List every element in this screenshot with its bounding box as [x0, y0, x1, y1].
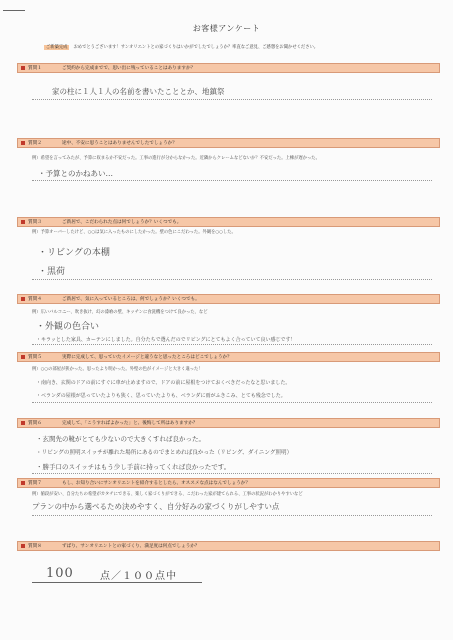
question-bar-3 — [17, 217, 440, 227]
answer-3-1: ・リビングの本棚 — [38, 248, 110, 258]
answer-1-1: 家の柱に１人１人の名前を書いたこととか、地鎮祭 — [52, 87, 225, 96]
question-number: 質問１ — [28, 66, 42, 71]
answer-6-3: ・勝手口のスイッチはもう少し手前に持ってくれば良かったです。 — [36, 463, 231, 471]
question-text: ご契約から完成までで、思い出に残っていることはありますか？ — [62, 66, 196, 71]
question-number: 質問６ — [28, 421, 42, 426]
score-label: 点／１００点中 — [100, 571, 177, 582]
question-number: 質問７ — [28, 481, 42, 486]
answer-5-2: ・ベランダの屋根が思っていたよりも狭く、思っていたよりも、ベランダに雨がふきこみ、とても残念でした。 — [36, 393, 286, 399]
score-underline — [32, 582, 202, 583]
answer-line — [32, 344, 432, 345]
answer-line — [32, 279, 432, 280]
question-bar-4 — [17, 294, 440, 304]
question-text: 途中、不安に思うことはありませんでしたでしょうか？ — [62, 141, 177, 146]
bullet-marker — [21, 481, 25, 485]
answer-2-1: ・予算とのかねあい… — [38, 169, 113, 178]
answer-4-2: ・キラッとした家具、カーテンにしました。自分たちで選んだのでリビングにとてもよく合っていて良い感じです！ — [36, 337, 296, 343]
question-number: 質問２ — [28, 141, 42, 146]
score-value: 100 — [46, 566, 74, 581]
answer-line — [32, 515, 432, 516]
question-number: 質問３ — [28, 220, 42, 225]
answer-4-1: ・外観の色合い — [36, 322, 100, 332]
question-bar-8 — [17, 541, 440, 551]
question-example: 例）値段が安い、自分たちの希望がカタチにできる、楽しく家づくりができる、こだわった家が建てられる、工事の状況がわかりやすいなど — [32, 492, 303, 497]
answer-3-2: ・黒荷 — [38, 267, 66, 277]
question-text: ご新居で、こだわられた点は何でしょうか？いくつでも。 — [62, 220, 182, 225]
question-example: 例）広いバルコニー、吹き抜け、幻の漆喰の壁、キッチンに食洗機をつけて良かった、など — [32, 310, 208, 315]
question-text: ご新居で、気に入っているところは、何でしょうか？いくつでも。 — [62, 297, 200, 302]
answer-line — [32, 473, 432, 474]
question-bar-6 — [17, 418, 440, 428]
answer-line — [32, 99, 432, 100]
answer-6-2: ・リビングの照明スイッチが離れた場所にあるのでまとめれば良かった（リビング、ダイニング照明） — [36, 450, 293, 456]
question-bar-1 — [17, 63, 440, 73]
answer-5-1: ・南向き、玄関のドアの前にすぐに車が止めますので、ドアの前に屋根をつけておくべきだったなと思いました。 — [36, 380, 291, 386]
bullet-marker — [21, 544, 25, 548]
answer-line — [32, 402, 432, 403]
question-text: 完成して、「こうすればよかった」と、後悔して所はありますか？ — [62, 421, 198, 426]
bullet-marker — [21, 220, 25, 224]
bullet-marker — [21, 297, 25, 301]
question-bar-2 — [17, 138, 440, 148]
intro-text — [44, 45, 424, 51]
answer-6-1: ・玄関先の靴がとても少ないので大きくすれば良かった。 — [36, 435, 205, 443]
question-example: 例）予算オーバーしたけど、○○は気に入ったものにしたかった。壁の色にこだわった。外観を○○した。 — [32, 230, 236, 235]
bullet-marker — [21, 355, 25, 359]
intro-body: おめでとうございます！サンオリエントとの家づくりはいかがでしたでしょうか？率直なご意見、ご感想をお聞かせください。 — [73, 45, 319, 50]
bullet-marker — [21, 141, 25, 145]
question-text: ずばり、サンオリエントとの家づくり、満足度は何点でしょうか？ — [62, 544, 200, 549]
question-text: 実際に完成して、思っていたイメージと違うなと思ったところはどこでしょうか？ — [62, 355, 232, 360]
bullet-marker — [21, 66, 25, 70]
question-example: 例）希望を言ってみたが、予算に収まるか不安だった。工事の進行が分からなかった。近隣からクレームなどないか？不安だった。上棟が遅かった。 — [32, 156, 320, 161]
question-bar-5 — [17, 352, 440, 362]
question-example: 例）○○の部屋が狭かった。思ったより明かった。外壁の色がイメージと大きく違った！ — [32, 367, 203, 372]
question-number: 質問８ — [28, 544, 42, 549]
question-number: 質問５ — [28, 355, 42, 360]
scan-corner-mark — [3, 10, 25, 11]
page-title: お客様アンケート — [192, 24, 261, 33]
answer-line — [32, 180, 432, 181]
intro-highlight: ご新築完成 — [46, 45, 68, 50]
answer-7-1: プランの中から選べるため決めやすく、自分好みの家づくりがしやすい点 — [32, 502, 280, 511]
question-number: 質問４ — [28, 297, 42, 302]
question-bar-7 — [17, 478, 440, 488]
bullet-marker — [21, 421, 25, 425]
question-text: もし、お知り合いにサンオリエントを紹介するとしたら、オススメな点はなんでしょうか？ — [62, 481, 250, 486]
